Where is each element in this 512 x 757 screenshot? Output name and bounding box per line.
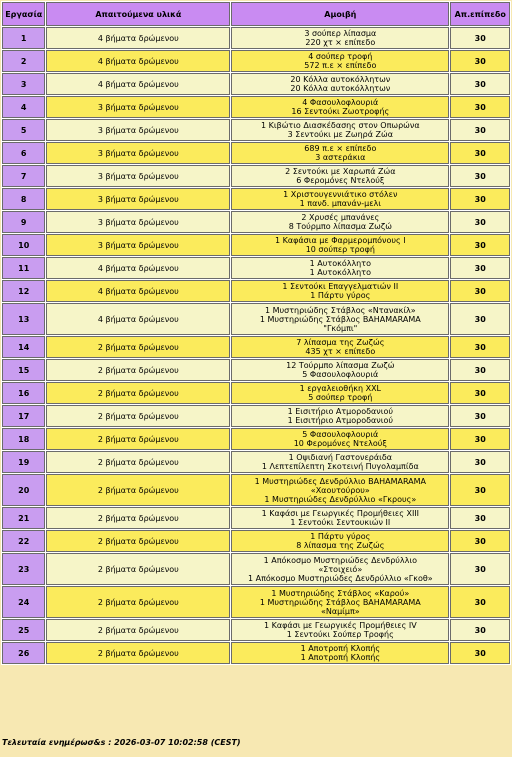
required-level: 30 <box>450 50 510 72</box>
reward-line: 8 λίπασμα της Ζωζώς <box>296 541 385 550</box>
required-materials: 2 βήματα δρώμενου <box>46 336 230 358</box>
table-row <box>2 530 510 552</box>
table-row <box>2 428 510 450</box>
required-level: 30 <box>450 27 510 49</box>
reward-cell <box>231 507 449 529</box>
reward-line: 2 Σεντούκι με Χαρωπά Ζώα <box>285 167 396 176</box>
reward-cell <box>231 234 449 256</box>
task-number: 1 <box>2 27 45 49</box>
reward-line: 16 Σεντούκι Ζωοτροφής <box>291 107 390 116</box>
reward-line: 1 Αποτροπή Κλοπής <box>300 644 381 653</box>
task-number: 9 <box>2 211 45 233</box>
task-number: 20 <box>2 474 45 506</box>
reward-line: 1 Σεντούκι Σούπερ Τροφής <box>286 630 394 639</box>
table-row <box>2 119 510 141</box>
table-row <box>2 586 510 618</box>
reward-line: 1 Μυστηριώδες Δενδρύλλιο BAHAMARAMA <box>254 476 427 486</box>
reward-line: 1 Λεπτεπίλεπτη Σκοτεινή Πυγολαμπίδα <box>261 462 419 471</box>
reward-line: 1 Μυστηριώδης Στάβλος «Ντανακίλ» <box>264 305 416 315</box>
required-level: 30 <box>450 474 510 506</box>
reward-line: "Γκόμπι" <box>323 323 358 333</box>
required-level: 30 <box>450 257 510 279</box>
table-row <box>2 382 510 404</box>
required-level: 30 <box>450 619 510 641</box>
required-materials: 3 βήματα δρώμενου <box>46 188 230 210</box>
table-row <box>2 619 510 641</box>
task-number: 24 <box>2 586 45 618</box>
required-level: 30 <box>450 119 510 141</box>
required-materials: 2 βήματα δρώμενου <box>46 451 230 473</box>
table-row <box>2 405 510 427</box>
required-materials: 2 βήματα δρώμενου <box>46 474 230 506</box>
table-row <box>2 359 510 381</box>
reward-line: 1 Σεντούκι Επαγγελματιών II <box>282 282 399 291</box>
required-level: 30 <box>450 586 510 618</box>
required-level: 30 <box>450 73 510 95</box>
table-body <box>2 27 510 664</box>
required-level: 30 <box>450 336 510 358</box>
reward-line: 20 Κόλλα αυτοκόλλητων <box>290 84 391 93</box>
required-materials: 3 βήματα δρώμενου <box>46 119 230 141</box>
required-level: 30 <box>450 211 510 233</box>
table-row <box>2 280 510 302</box>
task-number: 12 <box>2 280 45 302</box>
required-level: 30 <box>450 553 510 585</box>
reward-line: «Στοιχειό» <box>318 564 363 574</box>
reward-line: 1 Σεντούκι Σεντουκιών II <box>290 518 391 527</box>
task-number: 2 <box>2 50 45 72</box>
required-level: 30 <box>450 303 510 335</box>
reward-line: 1 Αυτοκόλλητο <box>309 259 371 268</box>
reward-line: 10 Φερομόνες Ντελούξ <box>293 439 387 448</box>
reward-line: 1 Εισιτήριο Ατμοροδανιού <box>287 407 394 416</box>
required-materials: 2 βήματα δρώμενου <box>46 530 230 552</box>
required-materials: 4 βήματα δρώμενου <box>46 303 230 335</box>
reward-line: 1 Αποτροπή Κλοπής <box>300 653 381 662</box>
reward-line: 1 Πάρτυ γύρος <box>310 291 371 300</box>
reward-cell <box>231 359 449 381</box>
task-number: 18 <box>2 428 45 450</box>
task-number: 3 <box>2 73 45 95</box>
table-row <box>2 27 510 49</box>
required-level: 30 <box>450 507 510 529</box>
task-number: 10 <box>2 234 45 256</box>
required-materials: 2 βήματα δρώμενου <box>46 586 230 618</box>
reward-line: 1 Μυστηριώδης Στάβλος «Καρού» <box>271 588 410 598</box>
reward-line: 435 χτ × επίπεδο <box>305 347 376 356</box>
table-row <box>2 257 510 279</box>
table-row <box>2 211 510 233</box>
reward-cell <box>231 142 449 164</box>
reward-cell <box>231 451 449 473</box>
reward-line: 10 σούπερ τροφή <box>305 245 375 254</box>
required-level: 30 <box>450 280 510 302</box>
required-level: 30 <box>450 188 510 210</box>
reward-line: 1 Μυστηριώδης Στάβλος BAHAMARAMA <box>259 597 421 607</box>
task-number: 13 <box>2 303 45 335</box>
reward-cell <box>231 50 449 72</box>
reward-cell <box>231 405 449 427</box>
required-materials: 4 βήματα δρώμενου <box>46 27 230 49</box>
task-number: 21 <box>2 507 45 529</box>
reward-line: 6 Φερομόνες Ντελούξ <box>296 176 385 185</box>
reward-cell <box>231 73 449 95</box>
task-number: 25 <box>2 619 45 641</box>
table-row <box>2 303 510 335</box>
reward-line: 1 εργαλειοθήκη XXL <box>299 384 382 393</box>
required-materials: 3 βήματα δρώμενου <box>46 211 230 233</box>
table-row <box>2 50 510 72</box>
reward-cell <box>231 336 449 358</box>
required-level: 30 <box>450 642 510 664</box>
reward-line: 1 Μυστηριώδες Δενδρύλλιο «Γκρους» <box>264 494 417 504</box>
reward-line: 1 Απόκοσμο Μυστηριώδες Δενδρύλλιο <box>263 555 417 565</box>
required-materials: 3 βήματα δρώμενου <box>46 165 230 187</box>
reward-cell <box>231 553 449 585</box>
reward-line: 1 Καφάσι με Γεωργικές Προμήθειες IV <box>263 621 417 630</box>
reward-cell <box>231 586 449 618</box>
task-number: 7 <box>2 165 45 187</box>
task-number: 16 <box>2 382 45 404</box>
required-level: 30 <box>450 382 510 404</box>
header-task: Εργασία <box>2 2 45 26</box>
required-level: 30 <box>450 359 510 381</box>
reward-line: 1 Καφάσια με Φαρμερομπόνους I <box>274 236 406 245</box>
reward-line: 1 Αυτοκόλλητο <box>309 268 371 277</box>
reward-cell <box>231 474 449 506</box>
reward-line: 5 Φασουλοφλουριά <box>302 370 379 379</box>
required-materials: 3 βήματα δρώμενου <box>46 96 230 118</box>
task-number: 11 <box>2 257 45 279</box>
table-row <box>2 96 510 118</box>
reward-line: 3 Σεντούκι με Ζωηρά Ζώα <box>287 130 393 139</box>
reward-line: 1 Κιβώτιο Διασκέδασης στον Οπωρώνα <box>261 121 420 130</box>
reward-cell <box>231 165 449 187</box>
required-level: 30 <box>450 234 510 256</box>
task-number: 4 <box>2 96 45 118</box>
reward-line: 2 Χρυσές μπανάνες <box>301 213 380 222</box>
last-updated-text: Τελευταία ενημέρωσ&s : 2026-03-07 10:02:58 (CEST) <box>2 738 241 747</box>
required-materials: 2 βήματα δρώμενου <box>46 553 230 585</box>
required-materials: 3 βήματα δρώμενου <box>46 142 230 164</box>
reward-line: 1 Μυστηριώδης Στάβλος BAHAMARAMA <box>259 314 421 324</box>
required-materials: 4 βήματα δρώμενου <box>46 50 230 72</box>
reward-line: 1 Οψιδιανή Γαστονεράιδα <box>288 453 393 462</box>
required-materials: 2 βήματα δρώμενου <box>46 428 230 450</box>
required-materials: 4 βήματα δρώμενου <box>46 257 230 279</box>
required-materials: 2 βήματα δρώμενου <box>46 507 230 529</box>
required-level: 30 <box>450 451 510 473</box>
reward-line: 1 Χριστουγεννιάτικο στόλεν <box>283 190 398 199</box>
reward-line: 5 σούπερ τροφή <box>308 393 373 402</box>
required-materials: 3 βήματα δρώμενου <box>46 234 230 256</box>
reward-line: «Χαουτούρου» <box>310 485 370 495</box>
task-number: 19 <box>2 451 45 473</box>
reward-cell <box>231 428 449 450</box>
reward-line: 4 Φασουλοφλουριά <box>302 98 379 107</box>
required-materials: 2 βήματα δρώμενου <box>46 405 230 427</box>
reward-cell <box>231 382 449 404</box>
table-row <box>2 234 510 256</box>
reward-cell <box>231 188 449 210</box>
required-level: 30 <box>450 405 510 427</box>
table-row <box>2 642 510 664</box>
task-number: 26 <box>2 642 45 664</box>
required-materials: 2 βήματα δρώμενου <box>46 619 230 641</box>
reward-line: 3 σούπερ λίπασμα <box>304 29 377 38</box>
required-materials: 2 βήματα δρώμενου <box>46 359 230 381</box>
task-number: 8 <box>2 188 45 210</box>
header-level: Απ.επίπεδο <box>450 2 510 26</box>
reward-line: 20 Κόλλα αυτοκόλλητων <box>290 75 391 84</box>
task-number: 22 <box>2 530 45 552</box>
reward-line: 8 Τούρμπο λίπασμα Ζωζώ <box>288 222 392 231</box>
reward-cell <box>231 119 449 141</box>
reward-line: 3 αστεράκια <box>315 153 366 162</box>
reward-line: 689 π.ε × επίπεδο <box>304 144 377 153</box>
reward-cell <box>231 27 449 49</box>
header-materials: Απαιτούμενα υλικά <box>46 2 230 26</box>
reward-line: 1 Εισιτήριο Ατμοροδανιού <box>287 416 394 425</box>
reward-line: «Ναμίμπ» <box>320 606 360 616</box>
reward-line: 1 Απόκοσμο Μυστηριώδες Δενδρύλλιο «Γκοθ» <box>247 573 433 583</box>
reward-line: 220 χτ × επίπεδο <box>305 38 376 47</box>
required-level: 30 <box>450 142 510 164</box>
reward-line: 1 πανδ. μπανάν-μελι <box>299 199 381 208</box>
task-number: 17 <box>2 405 45 427</box>
table-row <box>2 474 510 506</box>
reward-line: 5 Φασουλοφλουριά <box>302 430 379 439</box>
table-row <box>2 73 510 95</box>
reward-cell <box>231 619 449 641</box>
reward-cell <box>231 211 449 233</box>
required-level: 30 <box>450 530 510 552</box>
task-number: 23 <box>2 553 45 585</box>
reward-cell <box>231 280 449 302</box>
task-number: 6 <box>2 142 45 164</box>
reward-cell <box>231 642 449 664</box>
reward-cell <box>231 257 449 279</box>
task-number: 14 <box>2 336 45 358</box>
required-level: 30 <box>450 96 510 118</box>
required-level: 30 <box>450 165 510 187</box>
task-number: 15 <box>2 359 45 381</box>
table-row <box>2 165 510 187</box>
required-materials: 4 βήματα δρώμενου <box>46 280 230 302</box>
required-materials: 2 βήματα δρώμενου <box>46 642 230 664</box>
task-number: 5 <box>2 119 45 141</box>
table-row <box>2 336 510 358</box>
required-level: 30 <box>450 428 510 450</box>
reward-cell <box>231 96 449 118</box>
reward-cell <box>231 530 449 552</box>
tasks-table <box>1 1 511 665</box>
header-reward: Αμοιβή <box>231 2 449 26</box>
reward-line: 4 σούπερ τροφή <box>308 52 373 61</box>
table-header-row <box>2 2 510 26</box>
table-row <box>2 451 510 473</box>
reward-line: 12 Τούρμπο λίπασμα Ζωζώ <box>286 361 395 370</box>
reward-line: 7 λίπασμα της Ζωζώς <box>296 338 385 347</box>
required-materials: 2 βήματα δρώμενου <box>46 382 230 404</box>
table-row <box>2 142 510 164</box>
reward-line: 572 π.ε × επίπεδο <box>304 61 377 70</box>
reward-cell <box>231 303 449 335</box>
table-row <box>2 188 510 210</box>
table-row <box>2 507 510 529</box>
reward-line: 1 Πάρτυ γύρος <box>310 532 371 541</box>
table-row <box>2 553 510 585</box>
reward-line: 1 Καφάσι με Γεωργικές Προμήθειες XIII <box>261 509 420 518</box>
required-materials: 4 βήματα δρώμενου <box>46 73 230 95</box>
